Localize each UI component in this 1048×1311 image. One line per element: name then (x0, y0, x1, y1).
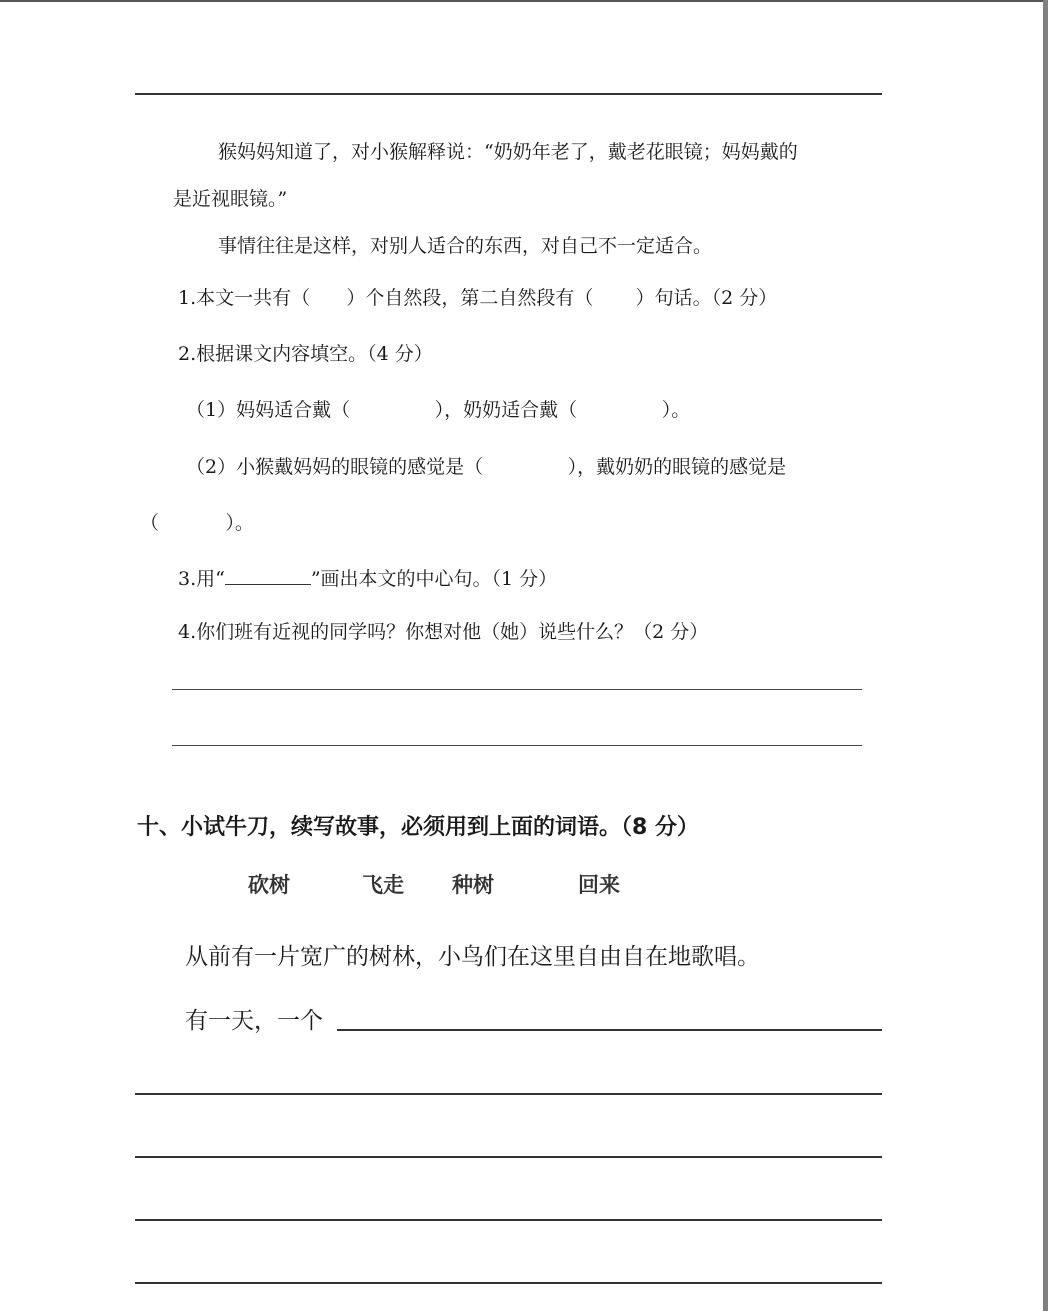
story-line-2: 有一天，一个 (185, 1008, 323, 1034)
writing-line[interactable] (337, 1029, 882, 1031)
question-4: 4.你们班有近视的同学吗？你想对他（她）说些什么？（2 分） (178, 621, 709, 643)
top-border (0, 0, 1048, 2)
question-2: 2.根据课文内容填空。（4 分） (178, 343, 433, 365)
question-2-2: （2）小猴戴妈妈的眼镜的感觉是（ ），戴奶奶的眼镜的感觉是 (186, 456, 787, 478)
question-3 (178, 566, 557, 591)
passage-line: 猴妈妈知道了，对小猴解释说：“奶奶年老了，戴老花眼镜；妈妈戴的 (218, 141, 798, 163)
q3-prefix: 3.用“ (178, 568, 225, 590)
question-1: 1.本文一共有（ ）个自然段，第二自然段有（ ）句话。（2 分） (178, 287, 778, 309)
question-2-1: （1）妈妈适合戴（ ），奶奶适合戴（ ）。 (186, 399, 691, 421)
answer-line[interactable] (172, 689, 862, 690)
writing-line[interactable] (135, 1093, 882, 1095)
story-line-1: 从前有一片宽广的树林，小鸟们在这里自由自在地歌唱。 (185, 944, 760, 970)
answer-line[interactable] (172, 745, 862, 746)
section-10-heading: 十、小试牛刀，续写故事，必须用到上面的词语。（8 分） (137, 815, 699, 840)
question-2-2-cont: （ ）。 (140, 512, 254, 534)
passage-line: 是近视眼镜。” (173, 188, 288, 210)
word-4: 回来 (578, 873, 620, 897)
word-1: 砍树 (248, 873, 290, 897)
underline-sample (225, 566, 311, 585)
writing-line[interactable] (135, 1219, 882, 1221)
writing-line[interactable] (135, 1156, 882, 1158)
scrollbar[interactable] (1043, 0, 1048, 1311)
q3-suffix: ”画出本文的中心句。（1 分） (310, 568, 558, 590)
word-3: 种树 (452, 873, 494, 897)
passage-line: 事情往往是这样，对别人适合的东西，对自己不一定适合。 (218, 235, 713, 257)
top-rule (135, 93, 882, 95)
writing-line[interactable] (135, 1282, 882, 1284)
word-2: 飞走 (362, 873, 404, 897)
